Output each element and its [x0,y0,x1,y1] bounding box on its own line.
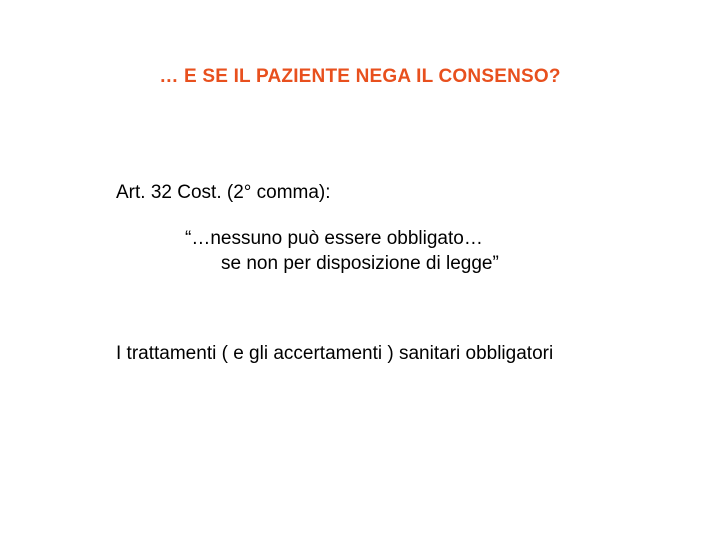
statement-text: I trattamenti ( e gli accertamenti ) sanitari obbligatori [116,343,554,364]
quote-line-1: “…nessuno può essere obbligato… [185,228,483,249]
quote-line-2: se non per disposizione di legge” [221,253,499,274]
article-reference: Art. 32 Cost. (2° comma): [116,182,331,203]
slide-title: … E SE IL PAZIENTE NEGA IL CONSENSO? [159,66,561,87]
